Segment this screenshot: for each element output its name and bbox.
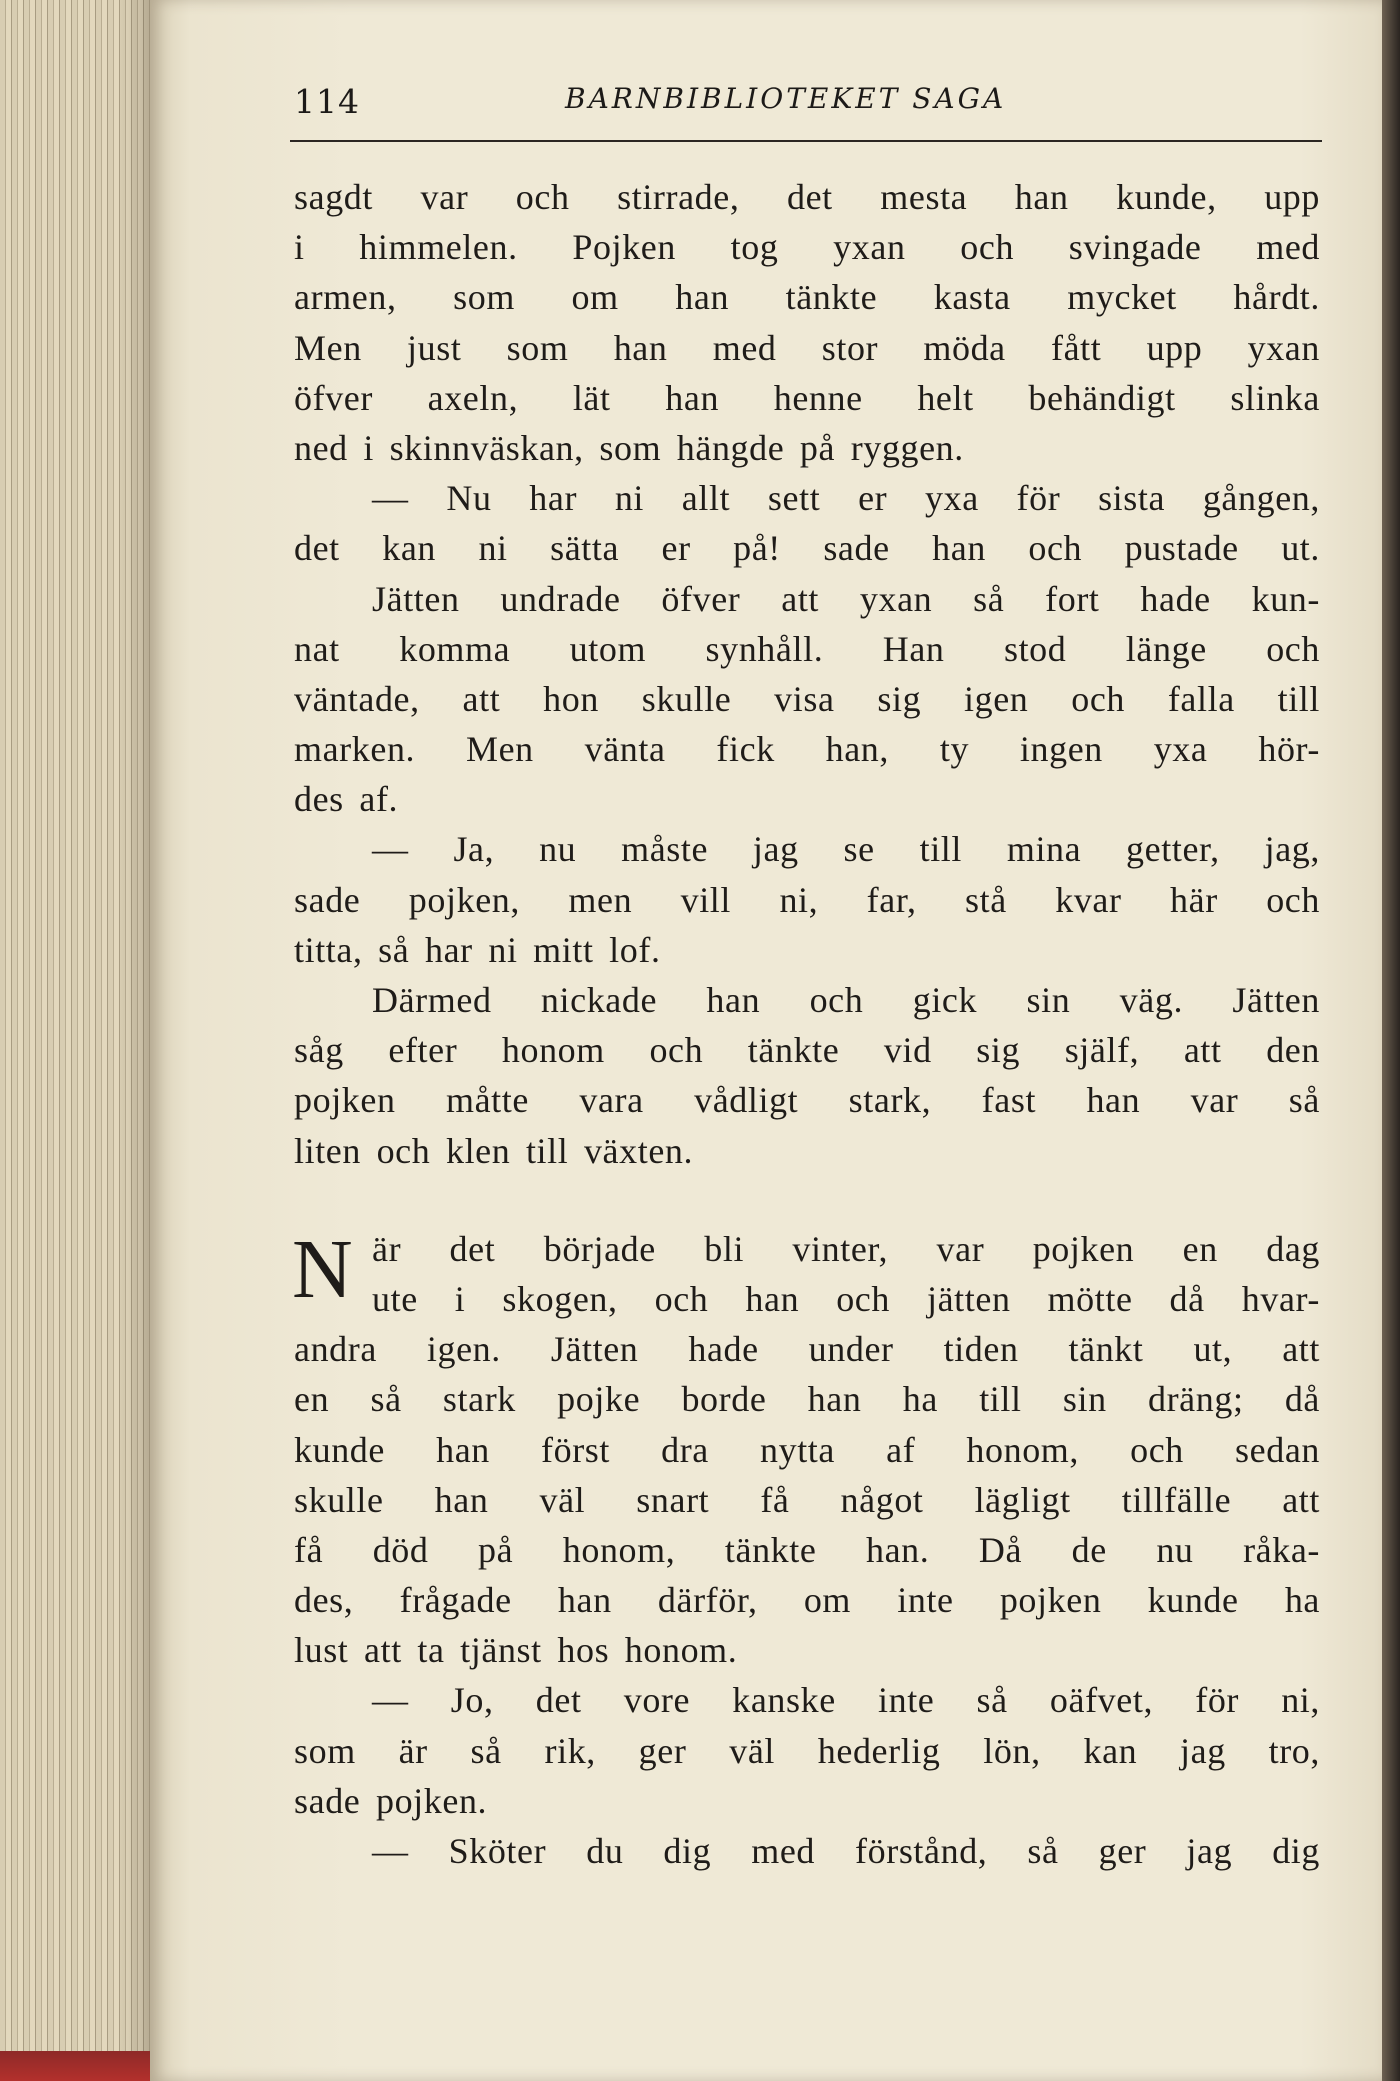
text-line: — Sköter du dig med förstånd, så ger jag dig [372, 1831, 1320, 1871]
text-line: armen, som om han tänkte kasta mycket hårdt. [294, 277, 1320, 318]
text-line: ned i skinnväskan, som hängde på ryggen. [294, 427, 964, 468]
book-cover-corner [0, 2051, 150, 2081]
text-line: är det började bli vinter, var pojken en dag [372, 1228, 1320, 1269]
text-line: liten och klen till växten. [294, 1130, 694, 1171]
running-head: BARNBIBLIOTEKET SAGA [565, 82, 1007, 115]
header-rule [290, 140, 1322, 142]
text-line: Därmed nickade han och gick sin väg. Jätten [372, 980, 1320, 1020]
text-line: sagdt var och stirrade, det mesta han kunde, upp [294, 177, 1320, 217]
text-line: — Ja, nu måste jag se till mina getter, jag, [372, 829, 1320, 870]
text-line: des, frågade han därför, om inte pojken kunde ha [294, 1580, 1320, 1621]
text-line: sade pojken. [294, 1780, 488, 1821]
text-line: Jätten undrade öfver att yxan så fort hade kun- [372, 578, 1320, 619]
body-text [294, 172, 1320, 1876]
text-line: kunde han först dra nytta af honom, och sedan [294, 1429, 1320, 1470]
text-line: Men just som han med stor möda fått upp yxan [294, 327, 1320, 368]
text-line: en så stark pojke borde han ha till sin dräng; då [294, 1379, 1320, 1420]
page-stack-edges [0, 0, 160, 2081]
text-line: sade pojken, men vill ni, far, stå kvar här och [294, 879, 1320, 920]
text-line: des af. [294, 779, 399, 820]
text-line: ute i skogen, och han och jätten mötte då hvar- [372, 1278, 1320, 1319]
text-line: öfver axeln, lät han henne helt behändigt slinka [294, 377, 1320, 418]
text-line: i himmelen. Pojken tog yxan och svingade med [294, 227, 1320, 268]
page-number: 114 [294, 82, 360, 121]
text-line: — Nu har ni allt sett er yxa för sista gången, [372, 478, 1320, 519]
text-line: det kan ni sätta er på! sade han och pustade ut. [294, 528, 1320, 569]
text-line: pojken måtte vara vådligt stark, fast han var så [294, 1080, 1320, 1121]
text-line: väntade, att hon skulle visa sig igen och falla till [294, 678, 1320, 719]
text-line: som är så rik, ger väl hederlig lön, kan jag tro, [294, 1730, 1320, 1771]
section-gap [294, 1176, 1320, 1224]
text-line: marken. Men vänta fick han, ty ingen yxa hör- [294, 729, 1320, 770]
text-line: nat komma utom synhåll. Han stod länge och [294, 628, 1320, 669]
text-line: — Jo, det vore kanske inte så oäfvet, för ni, [372, 1680, 1320, 1721]
text-line: såg efter honom och tänkte vid sig själf, att den [294, 1030, 1320, 1071]
text-line: titta, så har ni mitt lof. [294, 929, 661, 970]
text-line: få död på honom, tänkte han. Då de nu råka- [294, 1529, 1320, 1570]
text-line: andra igen. Jätten hade under tiden tänkt ut, att [294, 1329, 1320, 1370]
text-line: skulle han väl snart få något lägligt tillfälle att [294, 1479, 1320, 1520]
page-right-shadow [1382, 0, 1400, 2081]
text-line: lust att ta tjänst hos honom. [294, 1630, 738, 1671]
drop-cap: N [292, 1222, 354, 1316]
drop-cap-paragraph [294, 1224, 1320, 1324]
page-header [150, 72, 1325, 132]
